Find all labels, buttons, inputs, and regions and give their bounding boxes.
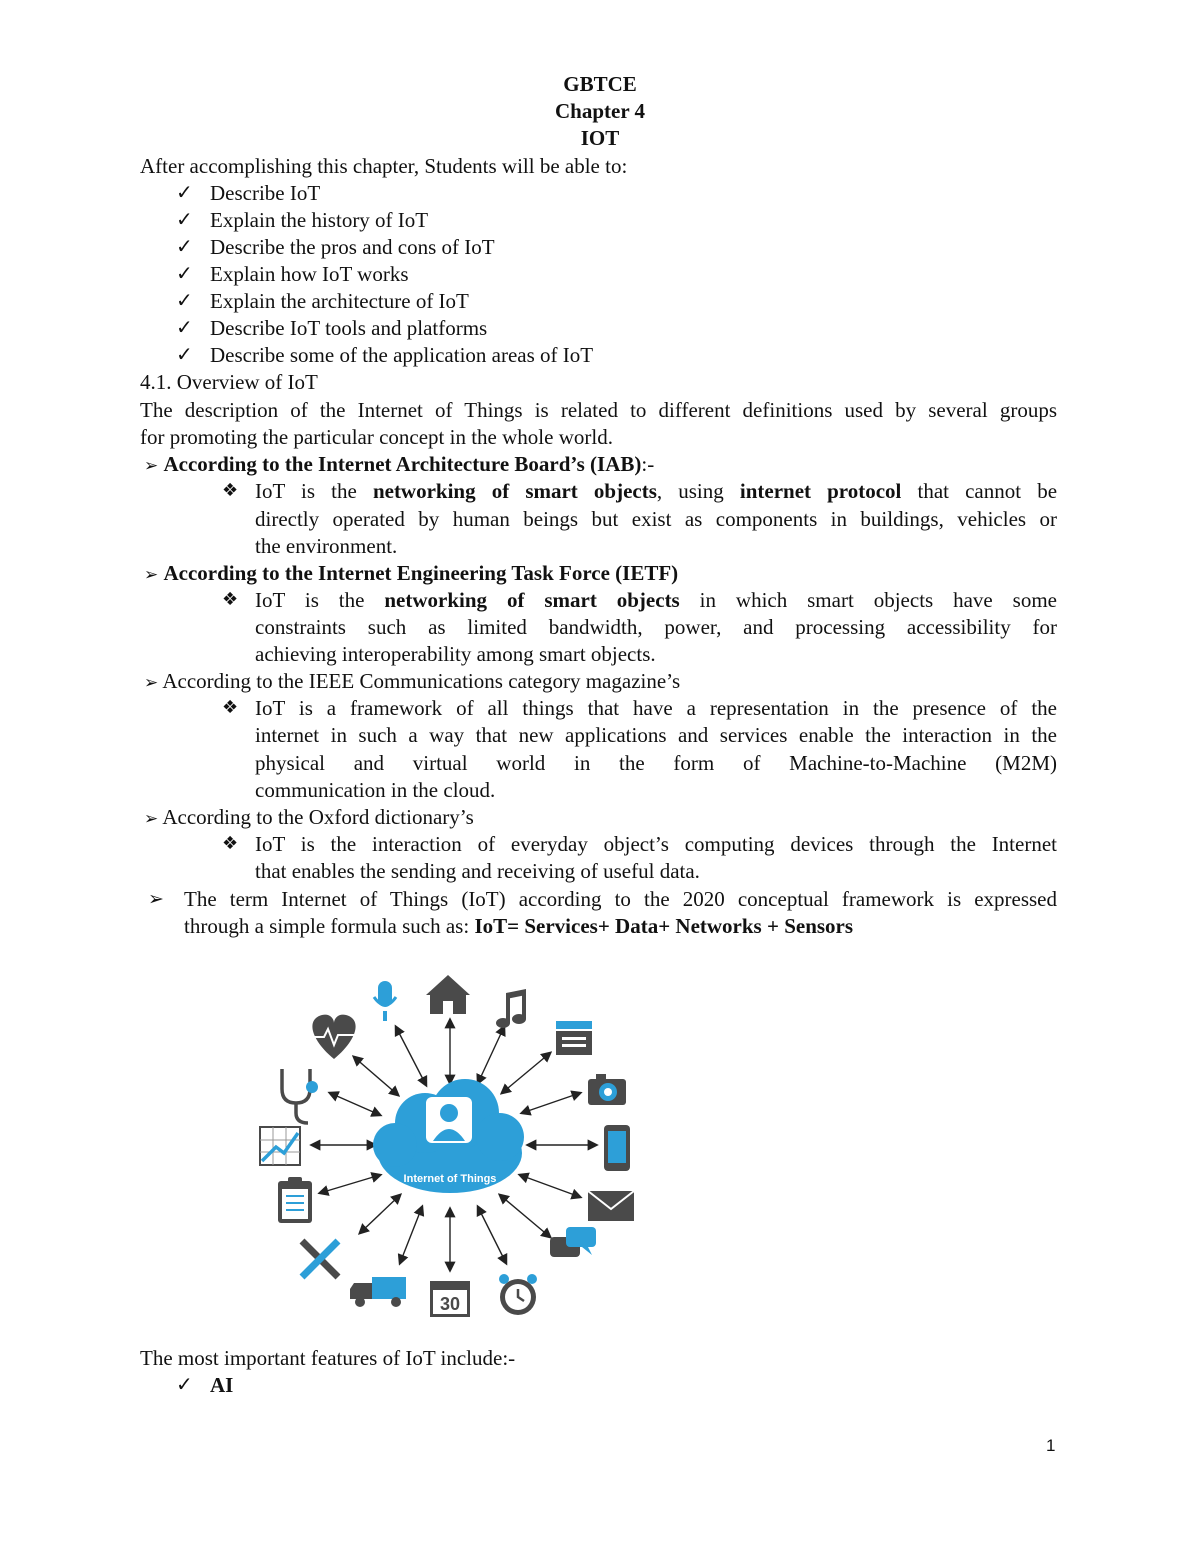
- section-title: 4.1. Overview of IoT: [140, 370, 318, 394]
- calendar-day: 30: [439, 1294, 461, 1314]
- delivery-truck-icon: [350, 1277, 406, 1307]
- oxford-heading: ➢ According to the Oxford dictionary’s: [144, 805, 474, 829]
- iab-heading: ➢ According to the Internet Architecture Board’s (IAB):-: [144, 452, 655, 476]
- diamond-bullet-icon: ❖: [222, 480, 239, 501]
- stethoscope-icon: [282, 1069, 318, 1123]
- objective-item: Explain the history of IoT: [210, 208, 429, 232]
- clapperboard-icon: [556, 1021, 592, 1055]
- paragraph-line: for promoting the particular concept in the whole world.: [140, 425, 613, 449]
- page-number: 1: [1046, 1436, 1056, 1455]
- chapter-title: Chapter 4: [554, 99, 646, 123]
- microphone-icon: [374, 981, 396, 1021]
- ietf-definition-line: IoT is the networking of smart objects in which smart objects have some: [255, 588, 1057, 612]
- checkmark-icon: ✓: [176, 315, 193, 339]
- checkmark-icon: ✓: [176, 234, 193, 258]
- ieee-definition-line: communication in the cloud.: [255, 778, 496, 802]
- oxford-definition-line: that enables the sending and receiving of useful data.: [255, 859, 700, 883]
- ieee-definition-line: physical and virtual world in the form of Machine-to-Machine (M2M): [255, 751, 1057, 775]
- ieee-heading: ➢ According to the IEEE Communications category magazine’s: [144, 669, 681, 693]
- calendar-icon: [430, 1281, 470, 1317]
- school-name: GBTCE: [563, 72, 637, 96]
- arrowhead-bullet-icon: ➢: [144, 456, 159, 476]
- paragraph-line: The description of the Internet of Things is related to different definitions used by several groups: [140, 398, 1057, 422]
- cloud-icon: [373, 1079, 524, 1193]
- arrowhead-bullet-icon: ➢: [144, 673, 159, 693]
- diamond-bullet-icon: ❖: [222, 833, 239, 854]
- checkmark-icon: ✓: [176, 180, 193, 204]
- clipboard-icon: [278, 1177, 312, 1223]
- envelope-icon: [588, 1191, 634, 1221]
- home-icon: [426, 975, 470, 1014]
- checkmark-icon: ✓: [176, 342, 193, 366]
- checkmark-icon: ✓: [176, 1372, 193, 1396]
- objective-item: Explain the architecture of IoT: [210, 289, 469, 313]
- objective-item: Describe the pros and cons of IoT: [210, 235, 495, 259]
- chapter-topic: IOT: [580, 126, 620, 150]
- feature-item: AI: [210, 1373, 234, 1397]
- hollow-arrow-bullet-icon: ➢: [148, 888, 164, 910]
- ietf-definition-line: constraints such as limited bandwidth, power, and processing accessibility for: [255, 615, 1057, 639]
- heart-rate-icon: [312, 1015, 355, 1059]
- iab-definition-line: directly operated by human beings but exist as components in buildings, vehicles or: [255, 507, 1057, 531]
- iab-definition-line: the environment.: [255, 534, 398, 558]
- diamond-bullet-icon: ❖: [222, 589, 239, 610]
- ieee-definition-line: internet in such a way that new applications and services enable the interaction in the: [255, 723, 1057, 747]
- checkmark-icon: ✓: [176, 261, 193, 285]
- formula-line: through a simple formula such as: IoT= Services+ Data+ Networks + Sensors: [184, 914, 854, 938]
- tools-icon: [302, 1241, 338, 1277]
- iab-definition-line: IoT is the networking of smart objects, using internet protocol that cannot be: [255, 479, 1058, 503]
- arrowhead-bullet-icon: ➢: [144, 809, 159, 829]
- smartphone-icon: [604, 1125, 630, 1171]
- objective-item: Describe IoT tools and platforms: [210, 316, 488, 340]
- objective-item: Explain how IoT works: [210, 262, 409, 286]
- iot-formula: IoT= Services+ Data+ Networks + Sensors: [474, 914, 854, 938]
- objective-item: Describe some of the application areas of IoT: [210, 343, 594, 367]
- ietf-definition-line: achieving interoperability among smart objects.: [255, 642, 656, 666]
- objective-item: Describe IoT: [210, 181, 321, 205]
- ietf-heading: ➢ According to the Internet Engineering Task Force (IETF): [144, 561, 679, 585]
- cloud-label: Internet of Things: [403, 1173, 497, 1185]
- ieee-definition-line: IoT is a framework of all things that have a representation in the presence of the: [255, 696, 1057, 720]
- alarm-clock-icon: [499, 1274, 537, 1315]
- oxford-definition-line: IoT is the interaction of everyday object’s computing devices through the Internet: [255, 832, 1057, 856]
- music-note-icon: [496, 989, 526, 1028]
- chat-bubbles-icon: [550, 1227, 596, 1257]
- intro-text: After accomplishing this chapter, Students will be able to:: [140, 154, 628, 178]
- formula-line: The term Internet of Things (IoT) according to the 2020 conceptual framework is expressed: [184, 887, 1057, 911]
- checkmark-icon: ✓: [176, 288, 193, 312]
- arrowhead-bullet-icon: ➢: [144, 565, 159, 585]
- growth-chart-icon: [260, 1127, 300, 1165]
- diamond-bullet-icon: ❖: [222, 697, 239, 718]
- features-intro: The most important features of IoT include:-: [140, 1346, 516, 1370]
- iot-diagram: [250, 965, 650, 1325]
- checkmark-icon: ✓: [176, 207, 193, 231]
- camera-icon: [588, 1074, 626, 1105]
